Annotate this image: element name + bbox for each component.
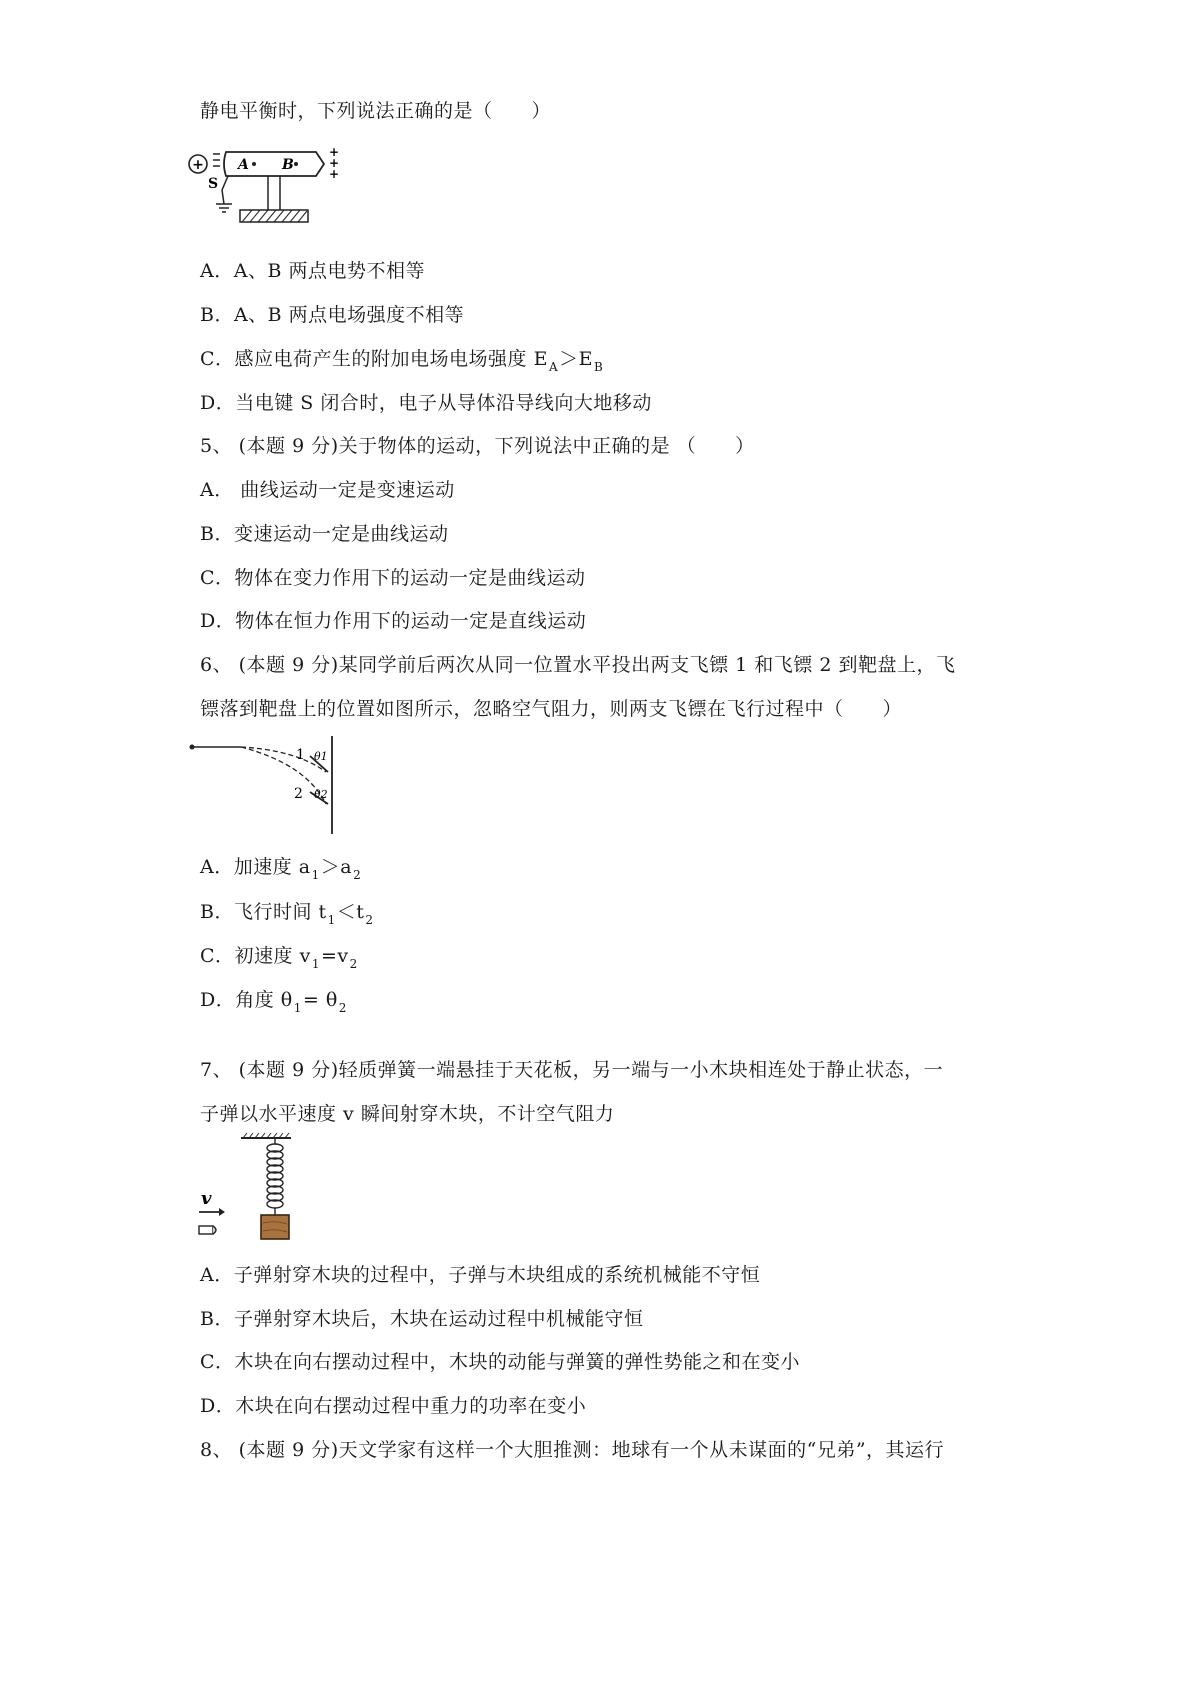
q6-stem-line2: 镖落到靶盘上的位置如图所示，忽略空气阻力，则两支飞镖在飞行过程中（ ） — [200, 698, 903, 720]
q4-option-b: B．A、B 两点电场强度不相等 — [200, 304, 465, 326]
q8-stem-line1: 8、 (本题 9 分)天文学家有这样一个大胆推测：地球有一个从未谋面的“兄弟”，其运行 — [200, 1439, 945, 1461]
label-S: S — [208, 176, 219, 192]
svg-text:+: + — [329, 156, 340, 170]
label-v: v — [201, 1188, 212, 1209]
q7-stem-line1: 7、 (本题 9 分)轻质弹簧一端悬挂于天花板，另一端与一小木块相连处于静止状态，一 — [200, 1059, 944, 1081]
q4-option-c: C．感应电荷产生的附加电场电场强度 $E_A>E_B$ — [200, 348, 604, 374]
q4-option-a: A．A、B 两点电势不相等 — [200, 260, 425, 282]
label-theta2: θ2 — [314, 788, 328, 801]
q4-option-d: D．当电键 S 闭合时，电子从导体沿导线向大地移动 — [200, 392, 652, 414]
q7-option-b: B．子弹射穿木块后，木块在运动过程中机械能守恒 — [200, 1308, 644, 1330]
svg-text:+: + — [329, 167, 340, 181]
q6-option-b: B．飞行时间 $t_1<t_2$ — [200, 901, 374, 927]
label-A: A — [238, 157, 249, 173]
q7-option-d: D．木块在向右摆动过程中重力的功率在变小 — [200, 1395, 587, 1417]
q5-stem: 5、 (本题 9 分)关于物体的运动，下列说法中正确的是 （ ） — [200, 435, 755, 457]
q5-option-b: B．变速运动一定是曲线运动 — [200, 523, 449, 545]
q5-option-d: D．物体在恒力作用下的运动一定是直线运动 — [200, 610, 587, 632]
q7-stem-line2: 子弹以水平速度 v 瞬间射穿木块，不计空气阻力 — [200, 1103, 615, 1125]
label-B: B — [282, 157, 294, 173]
q6-option-d: D．角度 $\theta_1= \theta_2$ — [200, 989, 347, 1015]
q5-option-a: A． 曲线运动一定是变速运动 — [200, 479, 455, 501]
q6-option-c: C．初速度 $v_1=v_2$ — [200, 945, 358, 971]
q4-stem: 静电平衡时，下列说法正确的是（ ） — [200, 100, 552, 122]
label-2: 2 — [294, 786, 303, 802]
plus-label: + — [192, 157, 204, 173]
label-1: 1 — [296, 747, 305, 763]
q7-option-a: A．子弹射穿木块的过程中，子弹与木块组成的系统机械能不守恒 — [200, 1264, 761, 1286]
conductor-induction-diagram — [186, 142, 346, 226]
q6-stem-line1: 6、 (本题 9 分)某同学前后两次从同一位置水平投出两支飞镖 1 和飞镖 2 到靶盘上，飞 — [200, 654, 956, 676]
dart-trajectory-diagram — [186, 734, 346, 836]
svg-text:+: + — [329, 145, 340, 159]
q6-option-a: A．加速度 $a_1>a_2$ — [200, 856, 362, 882]
q5-option-c: C．物体在变力作用下的运动一定是曲线运动 — [200, 567, 586, 589]
q7-option-c: C．木块在向右摆动过程中，木块的动能与弹簧的弹性势能之和在变小 — [200, 1351, 801, 1373]
spring-block-bullet-diagram — [195, 1130, 315, 1242]
label-theta1: θ1 — [314, 750, 328, 763]
